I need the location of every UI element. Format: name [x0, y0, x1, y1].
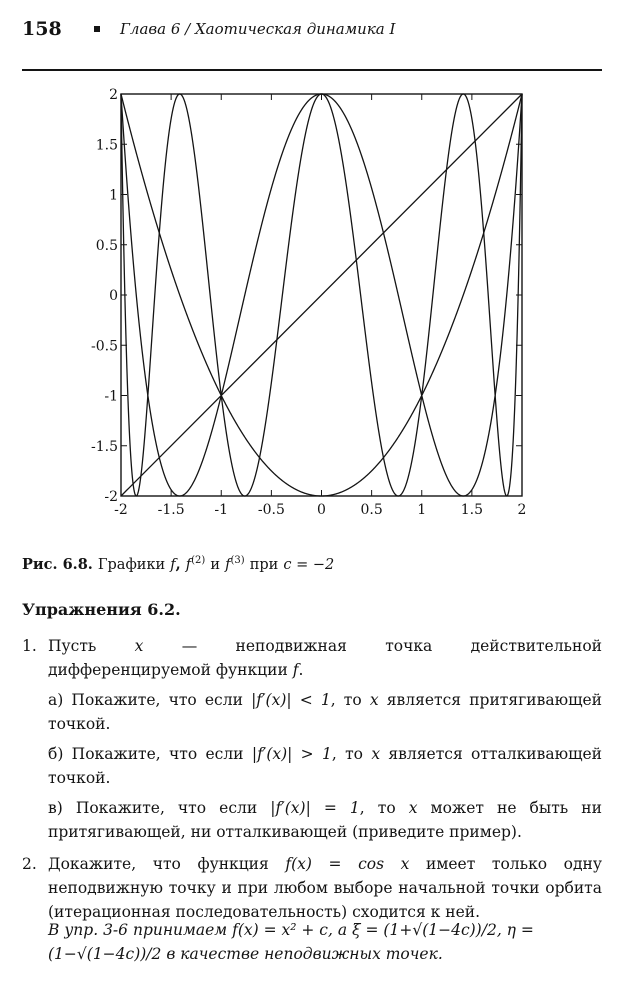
caption-f3-sup: (3) — [230, 555, 245, 566]
exercise-text: является притягивающей точкой. — [48, 691, 602, 733]
math-var: x — [408, 799, 418, 817]
caption-text: Графики — [97, 556, 166, 573]
y-tick-label: 1 — [109, 187, 118, 204]
exercise-text: . — [298, 661, 304, 679]
y-tick-label: 2 — [109, 87, 118, 103]
exercise-text: , — [331, 745, 337, 763]
x-tick-label: -1.5 — [157, 502, 185, 518]
exercise-list — [22, 634, 602, 932]
y-tick-label: 1.5 — [95, 137, 118, 154]
note-math: ξ = (1+√(1−4c))/2 — [352, 921, 497, 939]
math-expr: |f′(x)| > 1 — [251, 745, 332, 763]
exercise-text: Пусть — [48, 637, 97, 655]
series-identity — [121, 94, 522, 496]
math-expr: |f′(x)| = 1 — [270, 799, 360, 817]
exercise-1-intro — [48, 634, 602, 682]
exercise-1 — [22, 634, 602, 844]
exercise-text: — неподвижная точка действительной дифференцируемой функции — [48, 637, 602, 679]
exercise-1c — [48, 796, 602, 844]
y-tick-label: 0.5 — [95, 237, 118, 254]
math-var: f — [292, 661, 299, 679]
exercise-text: то — [345, 745, 364, 763]
x-tick-label: 1.5 — [460, 502, 484, 518]
note-text: в качестве неподвижных точек. — [166, 945, 443, 963]
exercise-text: может не быть ни притягивающей, ни отталкивающей (приведите пример). — [48, 799, 602, 841]
caption-and: и — [210, 556, 221, 573]
exercise-number: 2. — [22, 855, 37, 873]
math-expr: f(x) = cos x — [285, 855, 410, 873]
y-tick-label: -0.5 — [91, 338, 118, 355]
exercise-number: 1. — [22, 637, 37, 655]
caption-label: Рис. 6.8. — [22, 555, 93, 573]
exercise-1a — [48, 688, 602, 736]
math-var: x — [134, 637, 144, 655]
exercise-text: то — [343, 691, 362, 709]
math-expr: |f′(x)| < 1 — [251, 691, 331, 709]
note-text: В упр. 3-6 принимаем — [48, 921, 228, 939]
page-number: 158 — [22, 18, 62, 40]
y-tick-label: -1.5 — [91, 438, 118, 455]
x-tick-label: -0.5 — [257, 502, 285, 518]
exercise-text: Докажите, что функция — [48, 855, 269, 873]
figure-caption: Рис. 6.8. Графики f, $f^{(2)}$ и $f^{(3)}$ при c = −2 — [22, 555, 335, 573]
exercise-text: б) Покажите, что если — [48, 745, 244, 763]
running-title: Глава 6 / Хаотическая динамика I — [120, 20, 396, 38]
exercise-text: , — [359, 799, 365, 817]
exercise-text: имеет только одну неподвижную точку и при любом выборе начальной точки орбита (итерационная последовательность) сходится к ней. — [48, 855, 603, 921]
x-tick-label: -1 — [214, 502, 229, 518]
x-tick-label: 0.5 — [360, 502, 383, 518]
exercise-text: является отталкивающей точкой. — [48, 745, 602, 787]
math-var: x — [369, 691, 379, 709]
exercise-note — [48, 918, 603, 966]
math-var: x — [371, 745, 381, 763]
y-tick-label: 0 — [109, 288, 118, 304]
caption-condition: c = −2 — [283, 556, 335, 573]
exercise-text: то — [377, 799, 396, 817]
section-title: Упражнения 6.2. — [22, 600, 181, 619]
caption-at: при — [249, 556, 279, 573]
x-tick-label: 0 — [317, 502, 326, 518]
note-math: f(x) = x² + c — [232, 921, 328, 939]
x-tick-label: 1 — [417, 502, 427, 518]
y-tick-label: -1 — [104, 388, 118, 405]
exercise-1b — [48, 742, 602, 790]
y-tick-label: -2 — [104, 489, 118, 505]
exercise-text: а) Покажите, что если — [48, 691, 243, 709]
caption-f2-sup: (2) — [191, 555, 206, 566]
note-math: , η = (1−√(1−4c))/2 — [48, 921, 534, 963]
exercise-text: , — [330, 691, 336, 709]
caption-f3: f — [225, 556, 231, 573]
x-tick-label: 2 — [517, 502, 527, 518]
caption-f: f — [170, 556, 176, 573]
note-text: , а — [328, 921, 348, 939]
caption-f2: f — [185, 556, 192, 573]
exercise-2 — [22, 852, 602, 924]
exercise-text: в) Покажите, что если — [48, 799, 258, 817]
x-tick-label: -2 — [114, 502, 128, 518]
